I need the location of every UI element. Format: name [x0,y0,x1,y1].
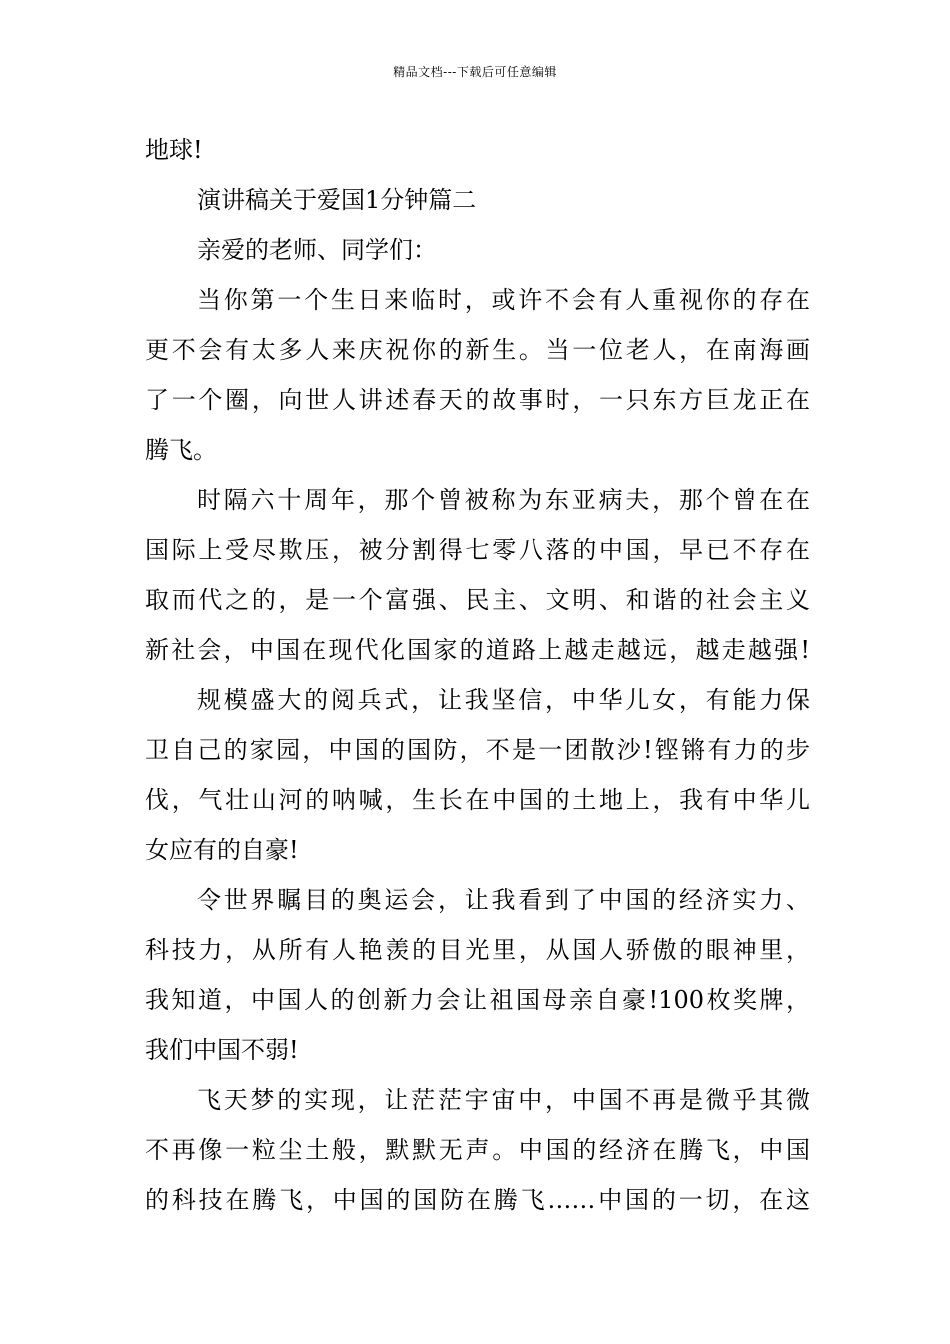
body-line: 伐，气壮山河的呐喊，生长在中国的土地上，我有中华儿 [145,786,810,814]
body-line: 不再像一粒尘土般，默默无声。中国的经济在腾飞，中国 [145,1136,810,1164]
body-line: 了一个圈，向世人讲述春天的故事时，一只东方巨龙正在 [145,386,810,414]
body-line: 规模盛大的阅兵式，让我坚信，中华儿女，有能力保 [197,686,810,714]
body-line: 地球! [145,136,203,164]
body-line: 更不会有太多人来庆祝你的新生。当一位老人，在南海画 [145,336,810,364]
body-line: 亲爱的老师、同学们： [197,236,437,264]
body-line: 国际上受尽欺压，被分割得七零八落的中国，早已不存在 [145,536,810,564]
body-line: 新社会，中国在现代化国家的道路上越走越远，越走越强! [145,636,810,664]
body-line: 卫自己的家园，中国的国防，不是一团散沙!铿锵有力的步 [145,736,810,764]
body-line: 的科技在腾飞，中国的国防在腾飞……中国的一切，在这 [145,1186,810,1214]
body-line: 腾飞。 [145,436,217,464]
body-line: 我们中国不弱! [145,1036,299,1064]
body-line: 当你第一个生日来临时，或许不会有人重视你的存在 [197,286,810,314]
body-line: 演讲稿关于爱国1分钟篇二 [197,186,477,214]
body-line: 令世界瞩目的奥运会，让我看到了中国的经济实力、 [197,886,810,914]
body-line: 飞天梦的实现，让茫茫宇宙中，中国不再是微乎其微 [197,1086,810,1114]
body-line: 我知道，中国人的创新力会让祖国母亲自豪!100枚奖牌， [145,986,810,1014]
body-line: 女应有的自豪! [145,836,299,864]
body-line: 科技力，从所有人艳羡的目光里，从国人骄傲的眼神里， [145,936,810,964]
body-line: 时隔六十周年，那个曾被称为东亚病夫，那个曾在在 [197,486,810,514]
page-header: 精品文档---下载后可任意编辑 [393,65,557,79]
document-body [145,125,810,1225]
body-line: 取而代之的，是一个富强、民主、文明、和谐的社会主义 [145,586,810,614]
